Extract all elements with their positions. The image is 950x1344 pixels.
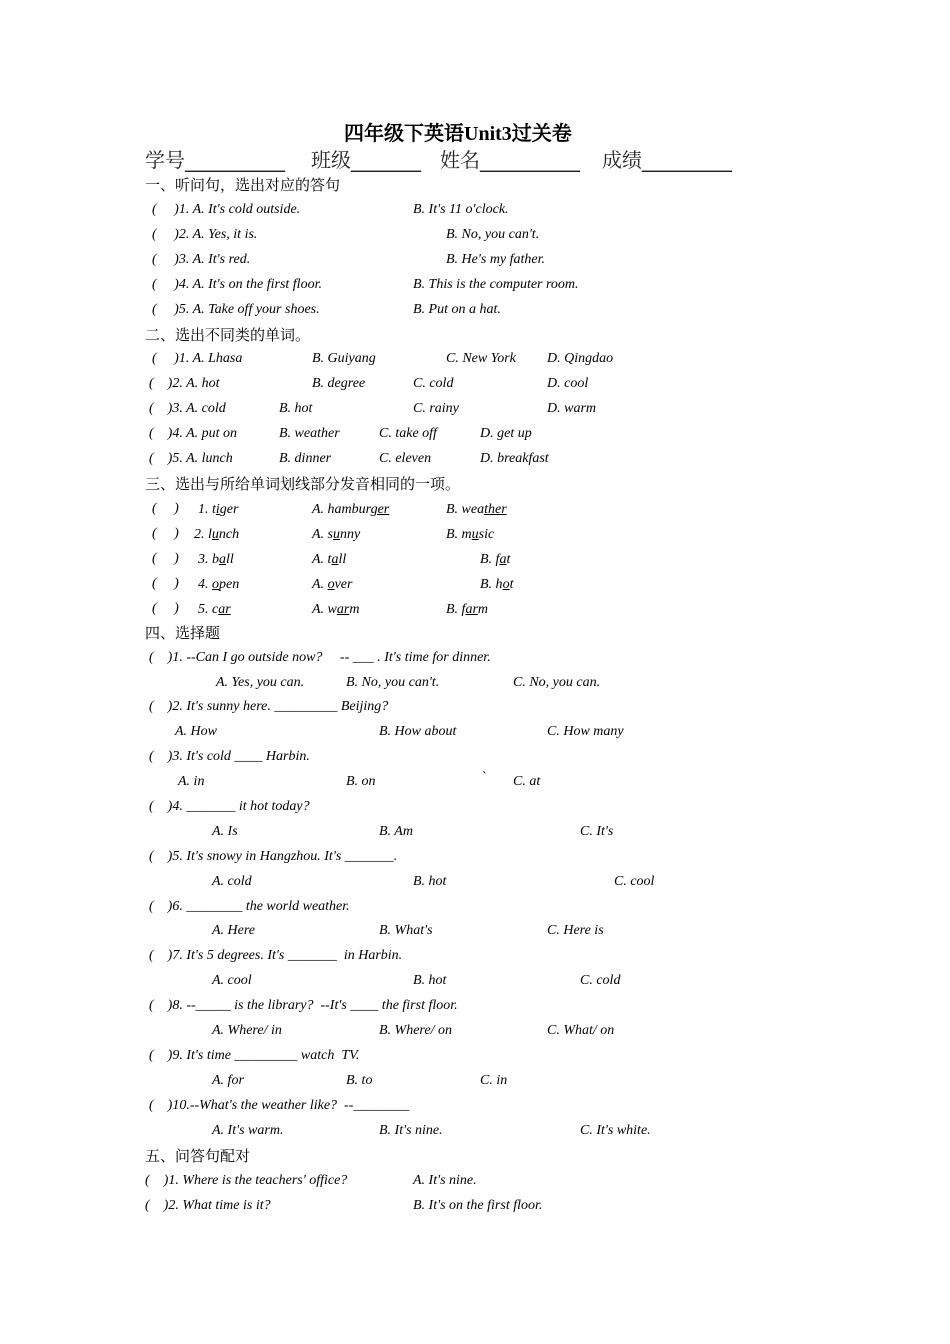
s4-q3-stray-mark: ` — [481, 770, 486, 785]
s2-q1-stem: ( )1. A. Lhasa — [152, 351, 243, 366]
s4-q8-option-c: C. What/ on — [547, 1023, 615, 1038]
section-4-heading: 四、选择题 — [145, 624, 221, 642]
s5-q1-stem: ( )1. Where is the teachers' office? — [145, 1173, 348, 1188]
s3-q3-word: 3. ball — [198, 552, 234, 567]
s5-q2-answer: B. It's on the first floor. — [413, 1198, 543, 1213]
s2-q4-option-c: C. take off — [379, 426, 437, 441]
s4-q3-stem: ( )3. It's cold ____ Harbin. — [149, 749, 310, 764]
s4-q2-option-a: A. How — [175, 724, 217, 739]
s2-q4-stem: ( )4. A. put on — [149, 426, 238, 441]
s4-q2-option-b: B. How about — [379, 724, 457, 739]
section-2-heading: 二、选出不同类的单词。 — [145, 326, 311, 344]
s4-q6-option-a: A. Here — [212, 923, 256, 938]
s4-q7-stem: ( )7. It's 5 degrees. It's _______ in Harbin. — [149, 948, 403, 963]
s5-q2-stem: ( )2. What time is it? — [145, 1198, 271, 1213]
s3-q2-word: 2. lunch — [194, 527, 240, 542]
section-1-heading: 一、听问句，选出对应的答句 — [145, 176, 341, 194]
s4-q3-option-c: C. at — [513, 774, 541, 789]
s4-q5-stem: ( )5. It's snowy in Hangzhou. It's _______. — [149, 849, 398, 864]
s4-q5-option-a: A. cold — [212, 874, 252, 889]
s3-q1-option-a: A. hamburger — [312, 502, 390, 517]
s1-q2-stem: ( )2. A. Yes, it is. — [152, 227, 258, 242]
section-3-heading: 三、选出与所给单词划线部分发音相同的一项。 — [145, 475, 461, 493]
s2-q4-option-d: D. get up — [480, 426, 532, 441]
s4-q7-option-b: B. hot — [413, 973, 447, 988]
s3-q2-option-a: A. sunny — [312, 527, 361, 542]
s4-q7-option-a: A. cool — [212, 973, 252, 988]
s1-q2-option-b: B. No, you can't. — [446, 227, 540, 242]
s4-q4-stem: ( )4. _______ it hot today? — [149, 799, 310, 814]
s4-q8-stem: ( )8. --_____ is the library? --It's ____ the first floor. — [149, 998, 458, 1013]
s3-q4-answer-paren: ( ) — [152, 576, 179, 591]
s2-q4-option-b: B. weather — [279, 426, 340, 441]
s4-q7-option-c: C. cold — [580, 973, 621, 988]
s2-q1-option-d: D. Qingdao — [547, 351, 614, 366]
s4-q2-stem: ( )2. It's sunny here. _________ Beijing? — [149, 699, 389, 714]
s4-q10-option-b: B. It's nine. — [379, 1123, 443, 1138]
s3-q3-option-a: A. tall — [312, 552, 347, 567]
s1-q5-option-b: B. Put on a hat. — [413, 302, 501, 317]
s4-q9-stem: ( )9. It's time _________ watch TV. — [149, 1048, 360, 1063]
s3-q3-answer-paren: ( ) — [152, 551, 179, 566]
s4-q6-option-c: C. Here is — [547, 923, 604, 938]
s2-q2-option-c: C. cold — [413, 376, 454, 391]
student-number-field: 学号__________ — [145, 148, 285, 172]
name-field: 姓名__________ — [440, 148, 580, 172]
s4-q1-option-c: C. No, you can. — [513, 675, 601, 690]
class-field: 班级_______ — [311, 148, 421, 172]
s3-q3-option-b: B. fat — [480, 552, 511, 567]
s2-q2-option-d: D. cool — [547, 376, 589, 391]
s2-q5-option-c: C. eleven — [379, 451, 432, 466]
s4-q5-option-c: C. cool — [614, 874, 655, 889]
s4-q1-option-a: A. Yes, you can. — [216, 675, 305, 690]
s4-q10-stem: ( )10.--What's the weather like? --________ — [149, 1098, 410, 1113]
s2-q1-option-c: C. New York — [446, 351, 516, 366]
s2-q5-option-d: D. breakfast — [480, 451, 549, 466]
s4-q5-option-b: B. hot — [413, 874, 447, 889]
s2-q3-option-d: D. warm — [547, 401, 597, 416]
s4-q9-option-b: B. to — [346, 1073, 373, 1088]
s2-q5-stem: ( )5. A. lunch — [149, 451, 233, 466]
s1-q5-stem: ( )5. A. Take off your shoes. — [152, 302, 320, 317]
s3-q5-answer-paren: ( ) — [152, 601, 179, 616]
page-title: 四年级下英语Unit3过关卷 — [344, 123, 572, 145]
s4-q9-option-c: C. in — [480, 1073, 508, 1088]
s4-q1-stem: ( )1. --Can I go outside now? -- ___ . It's time for dinner. — [149, 650, 491, 665]
s1-q3-stem: ( )3. A. It's red. — [152, 252, 251, 267]
s3-q2-answer-paren: ( ) — [152, 526, 179, 541]
s3-q4-option-b: B. hot — [480, 577, 514, 592]
s4-q3-option-b: B. on — [346, 774, 376, 789]
s1-q1-option-b: B. It's 11 o'clock. — [413, 202, 509, 217]
s4-q1-option-b: B. No, you can't. — [346, 675, 440, 690]
s2-q2-stem: ( )2. A. hot — [149, 376, 220, 391]
s2-q5-option-b: B. dinner — [279, 451, 332, 466]
s3-q4-option-a: A. over — [312, 577, 353, 592]
s1-q3-option-b: B. He's my father. — [446, 252, 546, 267]
s4-q3-option-a: A. in — [178, 774, 205, 789]
score-field: 成绩_________ — [602, 148, 732, 172]
s1-q1-stem: ( )1. A. It's cold outside. — [152, 202, 301, 217]
section-5-heading: 五、问答句配对 — [145, 1147, 251, 1165]
s3-q5-option-b: B. farm — [446, 602, 489, 617]
s4-q6-option-b: B. What's — [379, 923, 433, 938]
s4-q2-option-c: C. How many — [547, 724, 624, 739]
s3-q1-option-b: B. weather — [446, 502, 507, 517]
s4-q6-stem: ( )6. ________ the world weather. — [149, 899, 350, 914]
s3-q2-option-b: B. music — [446, 527, 495, 542]
s3-q5-word: 5. car — [198, 602, 231, 617]
s1-q4-option-b: B. This is the computer room. — [413, 277, 579, 292]
s4-q4-option-c: C. It's — [580, 824, 614, 839]
s4-q9-option-a: A. for — [212, 1073, 244, 1088]
s1-q4-stem: ( )4. A. It's on the first floor. — [152, 277, 322, 292]
s4-q4-option-a: A. Is — [212, 824, 238, 839]
s3-q1-answer-paren: ( ) — [152, 501, 179, 516]
s5-q1-answer: A. It's nine. — [413, 1173, 477, 1188]
s3-q1-word: 1. tiger — [198, 502, 239, 517]
s4-q10-option-c: C. It's white. — [580, 1123, 651, 1138]
s2-q3-stem: ( )3. A. cold — [149, 401, 226, 416]
s2-q2-option-b: B. degree — [312, 376, 366, 391]
s3-q5-option-a: A. warm — [312, 602, 360, 617]
s4-q8-option-a: A. Where/ in — [212, 1023, 282, 1038]
s2-q1-option-b: B. Guiyang — [312, 351, 376, 366]
s3-q4-word: 4. open — [198, 577, 240, 592]
s4-q4-option-b: B. Am — [379, 824, 413, 839]
s2-q3-option-b: B. hot — [279, 401, 313, 416]
s4-q10-option-a: A. It's warm. — [212, 1123, 284, 1138]
s2-q3-option-c: C. rainy — [413, 401, 459, 416]
s4-q8-option-b: B. Where/ on — [379, 1023, 452, 1038]
